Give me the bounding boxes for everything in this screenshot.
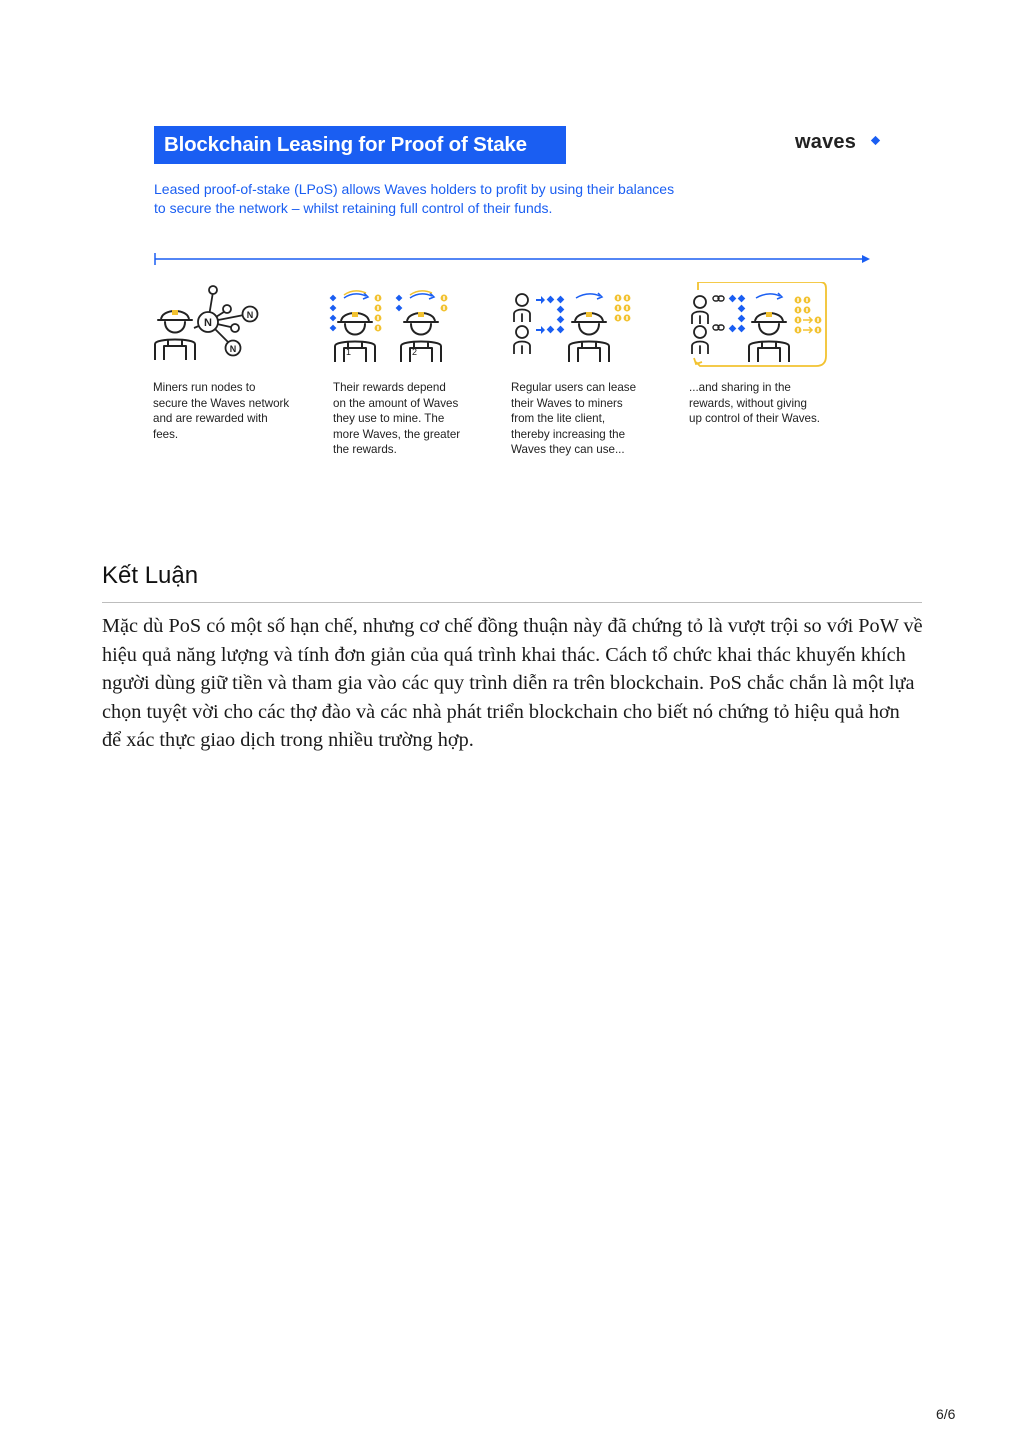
section-heading: Kết Luận [102, 562, 199, 589]
infographic-title: Blockchain Leasing for Proof of Stake [154, 126, 566, 164]
caption-line: Waves they can use... [511, 443, 625, 456]
caption-line: on the amount of Waves [333, 396, 459, 410]
caption-line: more Waves, the greater [333, 427, 461, 441]
caption-line: Miners run nodes to [153, 381, 256, 394]
caption-line: thereby increasing the [511, 427, 626, 441]
miner-number: 2 [412, 347, 418, 357]
step-caption [153, 380, 303, 442]
miners-rewards-icon [326, 282, 456, 364]
users-sharing-rewards-icon [688, 282, 830, 372]
step-caption [511, 380, 661, 458]
heading-divider [102, 602, 922, 603]
caption-line: ...and sharing in the [689, 381, 791, 394]
caption-line: and are rewarded with [153, 412, 268, 425]
node-label: N [204, 317, 212, 329]
miner-node-network-icon [150, 282, 270, 364]
infographic-intro [154, 180, 734, 218]
caption-line: they use to mine. The [333, 412, 445, 425]
timeline-arrow-icon [150, 250, 880, 268]
step-caption [333, 380, 483, 458]
caption-line: up control of their Waves. [689, 412, 821, 425]
step-caption [689, 380, 849, 427]
waves-logo-diamond-icon [870, 135, 881, 146]
intro-line: Leased proof-of-stake (LPoS) allows Waves holders to profit by using their balances [154, 181, 675, 197]
caption-line: Their rewards depend [333, 381, 446, 394]
intro-line: to secure the network – whilst retaining full control of their funds. [154, 200, 553, 216]
caption-line: rewards, without giving [689, 396, 807, 410]
caption-line: from the lite client, [511, 412, 606, 425]
caption-line: secure the Waves network [153, 396, 290, 410]
conclusion-paragraph: Mặc dù PoS có một số hạn chế, nhưng cơ chế đồng thuận này đã chứng tỏ là vượt trội so với PoW về hiệu quả năng lượng và tính đơn giản của quá trình khai thác. Cách tổ chức khai thác khuyến khích người dùng giữ tiền và tham gia vào các quy trình diễn ra trên blockchain. PoS chắc chắn là một lựa chọn tuyệt vời cho các thợ đào và các nhà phát triển blockchain cho biết nó chứng tỏ hiệu quả hơn để xác thực giao dịch trong nhiều trường hợp. [102, 615, 923, 752]
lpos-infographic [0, 0, 1024, 480]
node-label: N [246, 310, 254, 320]
node-label: N [229, 344, 237, 354]
miner-number: 1 [346, 347, 352, 357]
users-leasing-icon [510, 282, 640, 364]
page-number: 6/6 [936, 1406, 956, 1422]
caption-line: Regular users can lease [511, 381, 637, 394]
caption-line: fees. [153, 427, 179, 441]
caption-line: their Waves to miners [511, 396, 623, 410]
waves-logo-text: waves [795, 131, 857, 153]
caption-line: the rewards. [333, 443, 397, 456]
